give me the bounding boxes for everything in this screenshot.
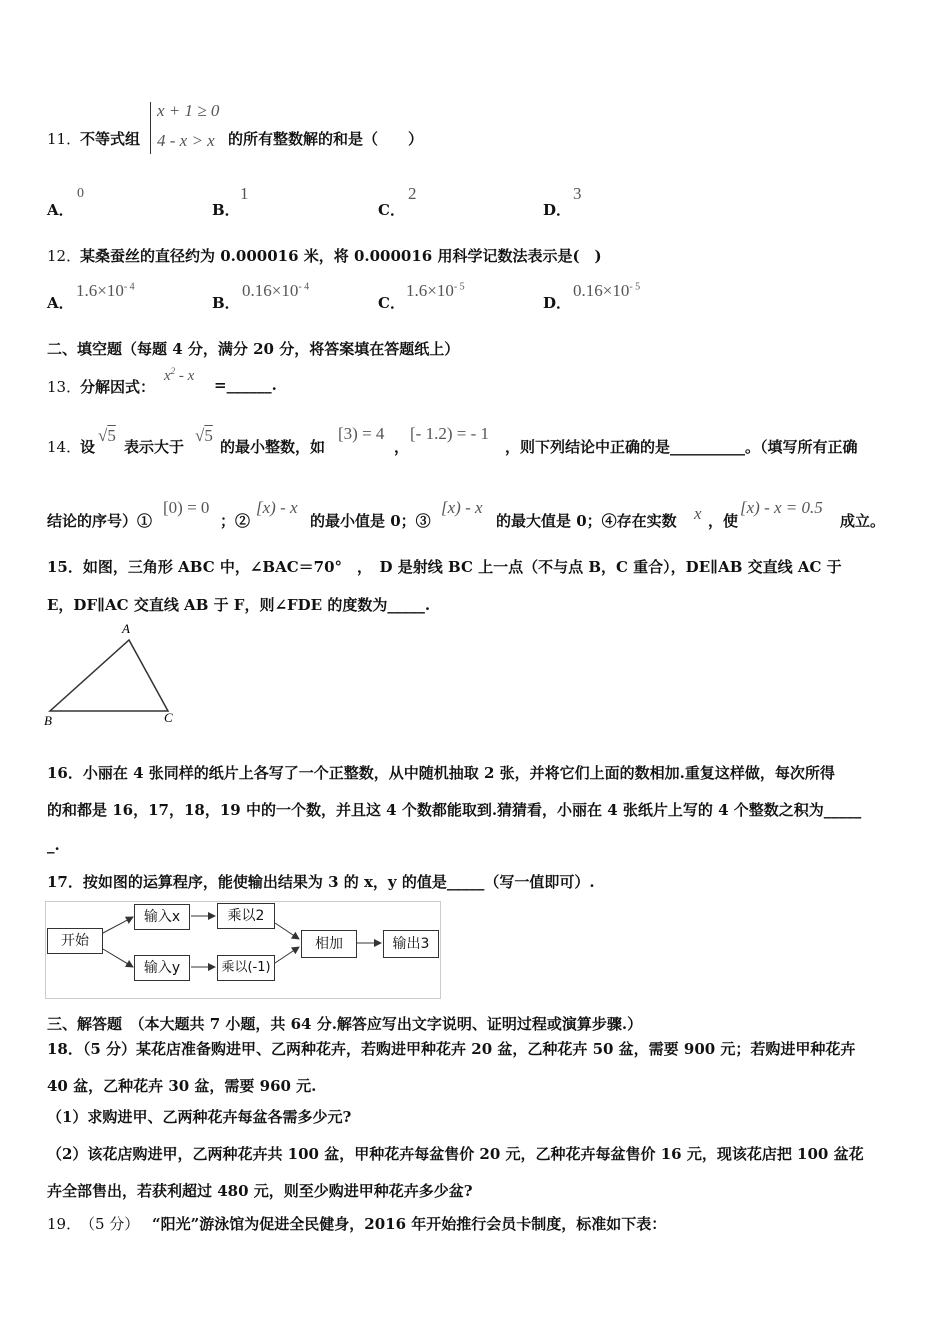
q14-l2-expr-4: x (694, 504, 702, 523)
q14-answer-blank: __________ (670, 438, 746, 456)
flow-input-y: 输入y (134, 955, 190, 981)
q18-part-2-line-1: （2）该花店购进甲，乙两种花卉共 100 盆，甲种花卉每盆售价 20 元，乙种花卉每盆售价 16 元，现该花店把 100 盆花 (47, 1145, 864, 1163)
q14-sqrt-2: √5 (195, 426, 213, 445)
q14-l2-text-a: 结论的序号）① (47, 512, 153, 530)
q14-number: 14． (47, 438, 82, 456)
q11-option-d-label: D． (543, 201, 572, 219)
flow-multiply-2: 乘以2 (217, 903, 275, 929)
q14-l2-expr-1: [0) = 0 (163, 498, 210, 517)
flow-start: 开始 (47, 928, 103, 954)
q19-number: 19． (47, 1215, 82, 1233)
q11-number: 11． (47, 130, 82, 148)
q18-line-1: 18．（5 分）某花店准备购进甲、乙两种花卉，若购进甲种花卉 20 盆，乙种花卉 50 盆，需要 900 元；若购进甲种花卉 (47, 1040, 856, 1058)
q12-text: 某桑蚕丝的直径约为 0.000016 米，将 0.000016 用科学记数法表示是( ) (80, 247, 602, 265)
q14-example-1: [3) = 4 (338, 424, 385, 443)
q14-l2-expr-3: [x) - x (441, 498, 483, 517)
q11-prefix: 不等式组 (80, 130, 141, 148)
q11-option-c-value: 2 (408, 184, 417, 203)
q17-text: 17．按如图的运算程序，能使输出结果为 3 的 x，y 的值是_____（写一值即可）. (47, 873, 595, 891)
q14-text-1: 设 (80, 438, 96, 456)
q15-line-2: E，DF∥AC 交直线 AB 于 F，则∠FDE 的度数为_____. (47, 596, 431, 614)
q12-option-d-value: $0.16\times 10^{- 5}$ (573, 281, 641, 300)
flow-output: 输出3 (383, 930, 439, 958)
q14-l2-expr-5: [x) - x = 0.5 (740, 498, 823, 517)
q11-option-a-label: A． (47, 201, 74, 219)
q11-option-a-value: 0 (77, 186, 84, 201)
q14-text-3: 的最小整数，如 (220, 438, 326, 456)
q18-part-2-line-2: 卉全部售出，若获利超过 480 元，则至少购进甲种花卉多少盆? (47, 1182, 473, 1200)
q11-ineq-1: x + 1 ≥ 0 (157, 101, 220, 120)
flow-multiply-neg1: 乘以(-1) (217, 955, 275, 981)
q14-sqrt-1: √5 (98, 426, 116, 445)
q19-text: “阳光”游泳馆为促进全民健身，2016 年开始推行会员卡制度，标准如下表： (152, 1215, 667, 1233)
q18-line-2: 40 盆，乙种花卉 30 盆，需要 960 元. (47, 1077, 317, 1095)
q14-l2-text-d: 的最大值是 0；④存在实数 (496, 512, 677, 530)
q11-option-b-label: B． (212, 201, 240, 219)
q11-option-d-value: 3 (573, 184, 582, 203)
q12-option-d-label: D． (543, 294, 572, 312)
section-2-heading: 二、填空题（每题 4 分，满分 20 分，将答案填在答题纸上） (47, 340, 460, 358)
triangle-abc (50, 640, 168, 711)
q12-option-a-value: $1.6\times 10^{- 4}$ (76, 281, 135, 300)
q12-option-c-label: C． (378, 294, 405, 312)
q14-l2-text-f: 成立。 (840, 512, 886, 530)
arrow-start-to-iny (103, 949, 133, 967)
q11-brace (150, 102, 151, 154)
q14-text-4: ，则下列结论中正确的是__________。（填写所有正确 (505, 438, 858, 456)
q14-l2-text-e: ，使 (708, 512, 739, 530)
q11-ineq-2: 4 - x > x (157, 131, 215, 150)
section-3-heading: 三、解答题 （本大题共 7 小题，共 64 分.解答应写出文字说明、证明过程或演算步骤.） (47, 1015, 643, 1033)
vertex-label-b: B (44, 713, 52, 728)
q15-line-1: 15．如图，三角形 ABC 中，∠BAC＝70° ， D 是射线 BC 上一点（不与点 B，C 重合），DE∥AB 交直线 AC 于 (47, 558, 842, 576)
q14-example-2: [- 1.2) = - 1 (410, 424, 489, 443)
q11-option-c-label: C． (378, 201, 405, 219)
q16-line-3: _. (47, 836, 60, 854)
q19-score: （5 分） (80, 1215, 140, 1233)
q14-comma: ， (394, 438, 410, 456)
vertex-label-c: C (164, 710, 173, 725)
q16-line-1: 16．小丽在 4 张同样的纸片上各写了一个正整数，从中随机抽取 2 张，并将它们上面的数相加.重复这样做，每次所得 (47, 764, 835, 782)
q12-option-b-label: B． (212, 294, 240, 312)
q13-text: 分解因式： (80, 378, 156, 396)
q13-answer-blank: =______. (214, 376, 277, 394)
q14-l2-expr-2: [x) - x (256, 498, 298, 517)
q15-triangle-figure (40, 618, 190, 728)
q12-option-c-value: $1.6\times 10^{- 5}$ (406, 281, 465, 300)
q11-option-b-value: 1 (240, 184, 249, 203)
flow-input-x: 输入x (134, 904, 190, 930)
q16-line-2: 的和都是 16，17，18，19 中的一个数，并且这 4 个数都能取到.猜猜看，小丽在 4 张纸片上写的 4 个整数之积为_____ (47, 801, 862, 819)
arrow-mul2-to-add (275, 923, 299, 939)
q13-number: 13． (47, 378, 82, 396)
vertex-label-a: A (122, 621, 130, 636)
q12-option-b-value: $0.16\times 10^{- 4}$ (242, 281, 310, 300)
q12-option-a-label: A． (47, 294, 74, 312)
q18-part-1: （1）求购进甲、乙两种花卉每盆各需多少元? (47, 1108, 352, 1126)
q12-number: 12． (47, 247, 82, 265)
flow-add: 相加 (301, 930, 357, 958)
q14-l2-text-b: ；② (220, 512, 251, 530)
q14-l2-text-c: 的最小值是 0；③ (310, 512, 431, 530)
q13-expression: $x^2$ - x (164, 366, 195, 384)
arrow-start-to-inx (103, 917, 133, 933)
q11-suffix: 的所有整数解的和是（ ） (228, 130, 424, 148)
q14-text-2: 表示大于 (124, 438, 185, 456)
arrow-muln1-to-add (275, 947, 299, 963)
